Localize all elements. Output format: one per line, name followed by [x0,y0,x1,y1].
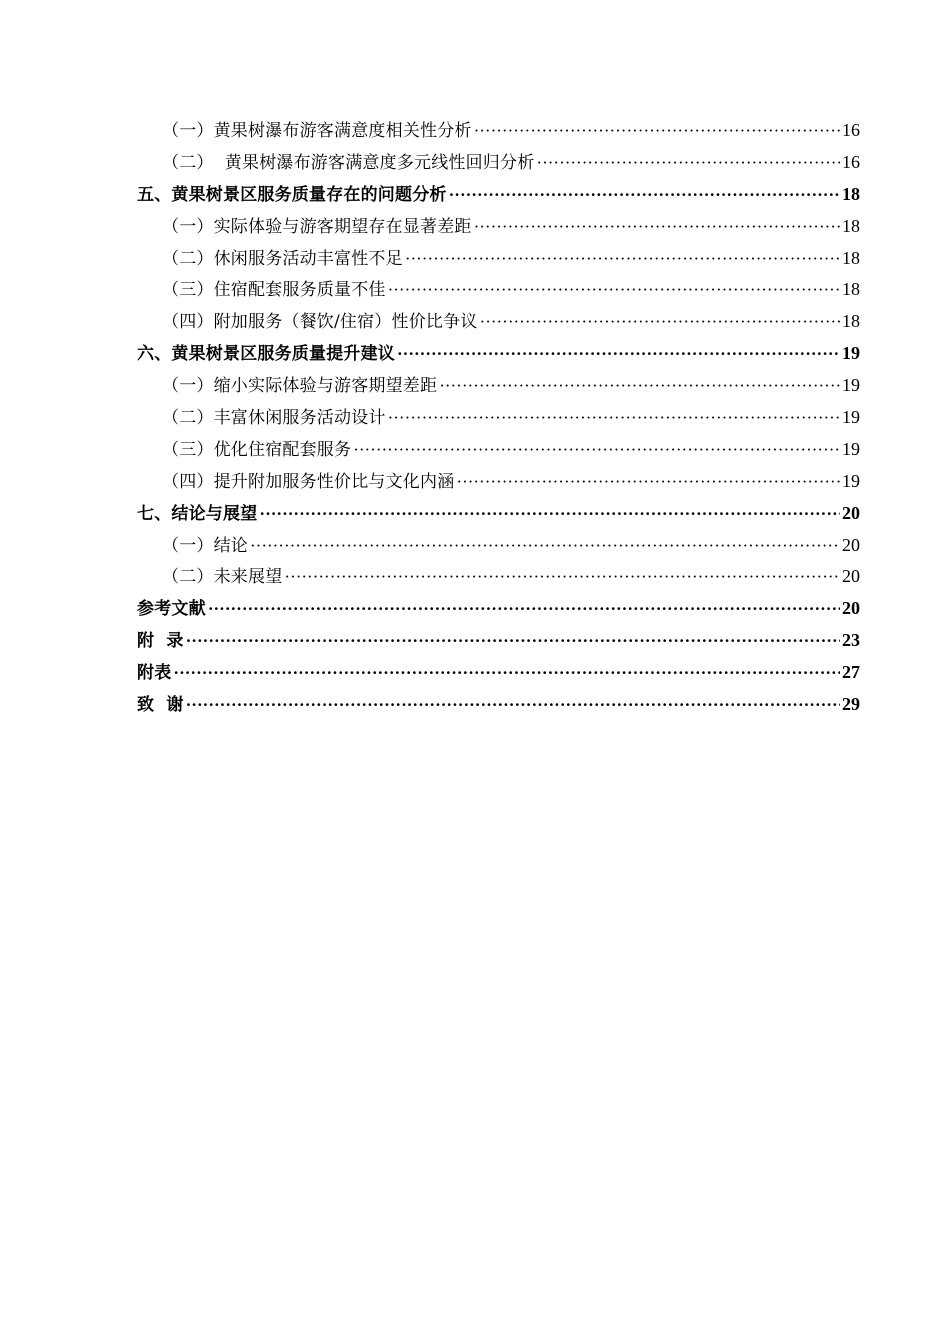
toc-entry-label: （二）休闲服务活动丰富性不足 [162,248,403,269]
toc-entry-label: （一）黄果树瀑布游客满意度相关性分析 [162,121,472,141]
toc-entry-label: （三）住宿配套服务质量不佳 [162,280,386,301]
toc-entry-page: 19 [842,407,860,428]
toc-leader-dots [284,561,840,594]
toc-leader-dots [186,625,840,658]
toc-chapter-page: 23 [842,630,860,651]
toc-leader-dots [405,243,840,276]
toc-leader-dots [353,434,840,467]
toc-chapter[interactable] [137,593,860,625]
toc-entry-page: 18 [842,311,860,332]
toc-chapter-page: 19 [842,343,860,364]
toc-chapter-label: 附 录 [137,631,184,652]
toc-leader-dots [250,530,840,563]
toc-chapter-page: 29 [842,694,860,715]
toc-chapter-label: 参考文献 [137,599,206,620]
toc-chapter-label: 六、黄果树景区服务质量提升建议 [137,344,395,365]
toc-entry[interactable] [137,370,860,402]
toc-chapter-label: 致 谢 [137,695,184,716]
toc-chapter[interactable] [137,625,860,657]
toc-entry[interactable] [137,147,860,179]
toc-entry-label: （一）实际体验与游客期望存在显著差距 [162,216,472,237]
toc-entry-page: 18 [842,279,860,300]
toc-chapter-page: 20 [842,502,860,523]
toc-leader-dots [456,466,840,499]
toc-chapter-label: 五、黄果树景区服务质量存在的问题分析 [137,184,447,205]
toc-leader-dots [439,370,840,403]
toc-entry-label: （一）缩小实际体验与游客期望差距 [162,376,438,397]
toc-chapter-page: 18 [842,183,860,204]
toc-entry-label: （二） 黄果树瀑布游客满意度多元线性回归分析 [162,152,535,173]
toc-entry-page: 16 [842,151,860,172]
toc-chapter[interactable] [137,179,860,211]
toc-leader-dots [173,657,840,690]
toc-chapter-label: 七、结论与展望 [137,503,258,524]
toc-chapter[interactable] [137,689,860,721]
table-of-contents [137,115,860,721]
toc-entry[interactable] [137,402,860,434]
toc-chapter[interactable] [137,498,860,530]
toc-chapter-label: 附表 [137,663,172,684]
toc-entry-page: 16 [842,120,860,140]
toc-entry[interactable] [137,243,860,275]
toc-leader-dots [388,402,840,435]
toc-leader-dots [474,115,840,148]
toc-entry-label: （三）优化住宿配套服务 [162,439,352,460]
toc-entry-label: （二）丰富休闲服务活动设计 [162,408,386,429]
toc-entry[interactable] [137,466,860,498]
toc-entry-page: 19 [842,438,860,459]
toc-entry[interactable] [137,211,860,243]
toc-entry-label: （四）提升附加服务性价比与文化内涵 [162,471,455,492]
toc-entry-label: （四）附加服务（餐饮/住宿）性价比争议 [162,312,478,333]
toc-entry[interactable] [137,274,860,306]
toc-entry[interactable] [137,306,860,338]
toc-leader-dots [474,211,840,244]
toc-entry-page: 19 [842,470,860,491]
toc-leader-dots [186,689,840,722]
toc-chapter[interactable] [137,657,860,689]
toc-leader-dots [208,593,840,626]
toc-entry-label: （二）未来展望 [162,567,283,588]
toc-chapter-page: 27 [842,662,860,683]
toc-entry[interactable] [137,530,860,562]
toc-entry-page: 19 [842,375,860,396]
toc-chapter-page: 20 [842,598,860,619]
toc-entry-page: 18 [842,215,860,236]
toc-leader-dots [259,498,840,531]
toc-chapter[interactable] [137,338,860,370]
toc-entry[interactable] [137,561,860,593]
toc-entry-page: 20 [842,566,860,587]
toc-entry[interactable] [137,115,860,147]
toc-leader-dots [480,306,840,339]
toc-entry-label: （一）结论 [162,535,248,556]
toc-leader-dots [536,147,840,180]
toc-entry-page: 20 [842,534,860,555]
toc-entry[interactable] [137,434,860,466]
toc-entry-page: 18 [842,247,860,268]
toc-leader-dots [449,179,840,212]
toc-leader-dots [388,274,840,307]
toc-leader-dots [397,338,840,371]
